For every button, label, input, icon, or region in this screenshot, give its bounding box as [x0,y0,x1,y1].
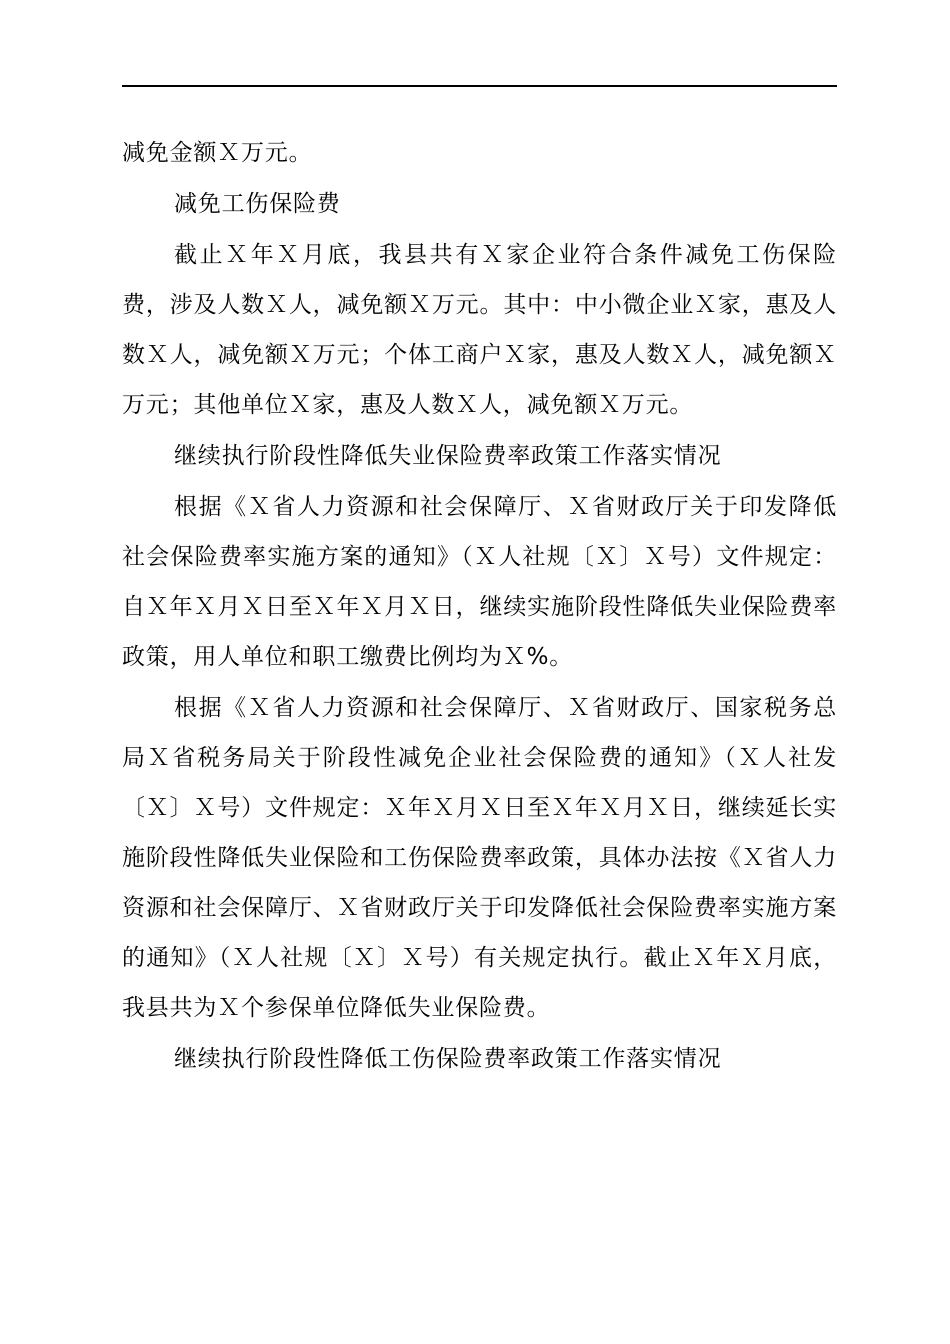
section-heading-unemployment-rate: 继续执行阶段性降低失业保险费率政策工作落实情况 [174,443,722,469]
document-body [122,128,837,1084]
paragraph-work-injury-stats: 截止Ｘ年Ｘ月底，我县共有Ｘ家企业符合条件减免工伤保险费，涉及人数Ｘ人，减免额Ｘ万元。其中：中小微企业Ｘ家，惠及人数Ｘ人，减免额Ｘ万元；个体工商户Ｘ家，惠及人数Ｘ人，减免额Ｘ万元；其他单位Ｘ家，惠及人数Ｘ人，减免额Ｘ万元。 [122,242,837,418]
header-rule [122,85,837,87]
paragraph-unemployment-policy-2: 根据《Ｘ省人力资源和社会保障厅、Ｘ省财政厅、国家税务总局Ｘ省税务局关于阶段性减免企业社会保险费的通知》（Ｘ人社发〔Ｘ〕Ｘ号）文件规定：Ｘ年Ｘ月Ｘ日至Ｘ年Ｘ月Ｘ日，继续延长实施阶段性降低失业保险和工伤保险费率政策，具体办法按《Ｘ省人力资源和社会保障厅、Ｘ省财政厅关于印发降低社会保险费率实施方案的通知》（Ｘ人社规〔Ｘ〕Ｘ号）有关规定执行。截止Ｘ年Ｘ月底，我县共为Ｘ个参保单位降低失业保险费。 [122,695,837,1021]
paragraph-unemployment-policy-1: 根据《Ｘ省人力资源和社会保障厅、Ｘ省财政厅关于印发降低社会保险费率实施方案的通知》（Ｘ人社规〔Ｘ〕Ｘ号）文件规定：自Ｘ年Ｘ月Ｘ日至Ｘ年Ｘ月Ｘ日，继续实施阶段性降低失业保险费率政策，用人单位和职工缴费比例均为Ｘ%。 [122,494,837,670]
paragraph-continuation: 减免金额Ｘ万元。 [122,140,313,166]
section-heading-work-injury-reduction: 减免工伤保险费 [174,191,341,217]
section-heading-work-injury-rate: 继续执行阶段性降低工伤保险费率政策工作落实情况 [174,1046,722,1072]
